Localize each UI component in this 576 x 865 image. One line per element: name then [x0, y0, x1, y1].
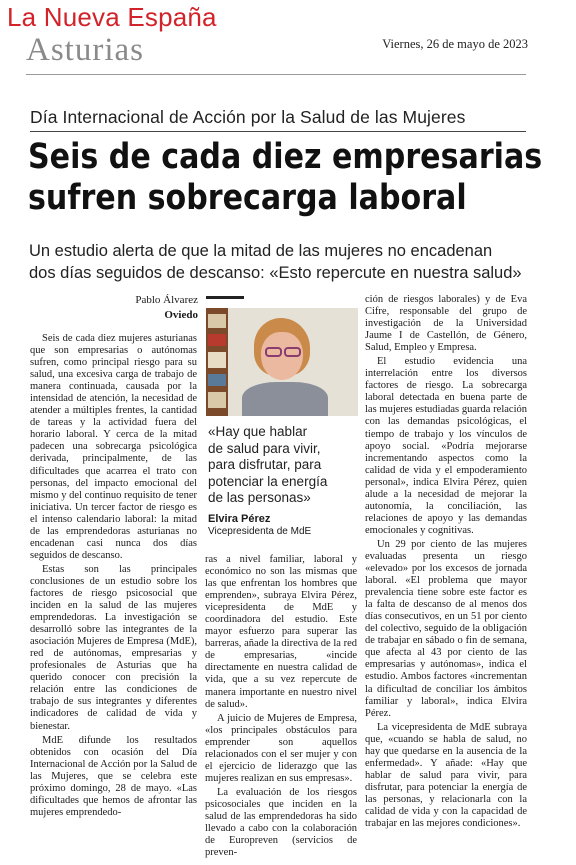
article-column-3	[365, 294, 527, 832]
section-divider	[30, 131, 526, 132]
edition-name: Asturias	[26, 32, 144, 68]
paragraph: ras a nivel familiar, laboral y económico no son las mismas que las que enfrentan los hombres que emprenden», subraya Elvira Pérez, vicepresidenta de MdE y coordinadora del estudio. Este mayor esfuerzo para superar las barreras, añade la directiva de la red de empresarias, «incide directamente en nuestra calidad de vida, que a su vez repercute de manera importante en nuestro nivel de salud».	[205, 554, 357, 710]
byline-author: Pablo Álvarez	[135, 294, 198, 306]
paragraph: ción de riesgos laborales) y de Eva Cifre, responsable del grupo de investigación de la Universidad Jaume I de Castellón, de Género, Salud, Empleo y Empresa.	[365, 294, 527, 354]
byline-location: Oviedo	[164, 309, 198, 321]
glasses-icon	[263, 347, 303, 357]
paragraph: La evaluación de los riesgos psicosociales que inciden en la salud de las emprendedoras ha sido llevado a cabo con la colaboración de Europreven (servicios de preven-	[205, 786, 357, 859]
pull-quote-line: potenciar la energía	[208, 473, 328, 489]
paragraph: El estudio evidencia una interrelación entre los diversos factores de riesgo. La sobrecarga laboral detectada en buena parte de las mujeres estudiadas guarda relación con las demandas psicológicas, el tiempo de trabajo y los vínculos de apoyo social. «Podría mejorarse incrementando aspectos como la calidad de vida y el empoderamiento personal», indica Elvira Pérez, quien alude a la necesidad de mejorar la autonomía, la conciliación, las relaciones de apoyo y las demandas emocionales y cognitivas.	[365, 356, 527, 536]
subheadline	[29, 240, 539, 284]
paragraph: La vicepresidenta de MdE subraya que, «cuando se habla de salud, no hay que quedarse en la ausencia de la enfermedad». Y añade: «Hay que hablar de salud para vivir, para disfrutar, para potenciar la energía de las personas, y relacionarla con la calidad de vida y con la capacidad de trabajar en las mejores condiciones».	[365, 721, 527, 830]
pull-quote-line: para disfrutar, para	[208, 457, 322, 472]
subheadline-line: dos días seguidos de descanso: «Esto repercute en nuestra salud»	[29, 264, 522, 282]
quote-attribution-name: Elvira Pérez	[208, 513, 271, 525]
section-label: Día Internacional de Acción por la Salud de las Mujeres	[30, 107, 466, 127]
pull-quote	[208, 424, 358, 507]
paragraph: Un 29 por ciento de las mujeres evaluadas presenta un riesgo «elevado» por los excesos de jornada laboral. «El problema que mayor prevalencia tiene sobre este factor es la falta de descanso de al menos dos días consecutivos, en un 51 por ciento del colectivo, seguido de la obligación de trabajar en sábado o fin de semana, que afecta al 43 por ciento de las empresarias y autónomas», indica el estudio. Ambos factores «incrementan la dificultad de conciliar los ámbitos familiar y laboral», indica Elvira Pérez.	[365, 538, 527, 719]
article-column-2	[205, 554, 357, 861]
subheadline-line: Un estudio alerta de que la mitad de las mujeres no encadenan	[29, 242, 493, 260]
person-shirt	[242, 382, 328, 416]
publication-date: Viernes, 26 de mayo de 2023	[382, 37, 528, 51]
newspaper-logo: La Nueva España	[7, 2, 217, 32]
paragraph: A juicio de Mujeres de Empresa, «los principales obstáculos para emprender son aquellos relacionados con el ser mujer y con el ejercicio de liderazgo que las mujeres realizan en sus empresas».	[205, 712, 357, 784]
portrait-photo	[206, 308, 358, 416]
headline	[28, 137, 543, 219]
headline-line: sufren sobrecarga laboral	[28, 178, 467, 218]
masthead-divider	[26, 74, 526, 75]
pull-quote-line: «Hay que hablar	[208, 424, 308, 439]
masthead	[0, 0, 576, 78]
paragraph: Estas son las principales conclusiones de un estudio sobre los factores de riesgo psicosocial que inciden en la salud de las mujeres emprendedoras. La investigación se desarrolló sobre las integrantes de la asociación Mujeres de Empresa (MdE), red de autónomas, empresarias y profesionales de Asturias que ha querido conocer con precisión la relación entre las condiciones de trabajo de sus integrantes y diferentes indicadores de calidad de vida y bienestar.	[30, 563, 197, 732]
pull-quote-line: de las personas»	[208, 490, 311, 505]
article-column-1	[30, 333, 197, 821]
quote-attribution-role: Vicepresidenta de MdE	[208, 526, 312, 537]
pull-quote-line: de salud para vivir,	[208, 440, 321, 456]
headline-line: Seis de cada diez empresarias	[28, 137, 543, 177]
paragraph: Seis de cada diez mujeres asturianas que son empresarias o autónomas sufren, como principal riesgo para su salud, una excesiva carga de trabajo de manera continuada, causada por la intensidad de atención, la necesidad de atender a múltiples frentes, la cantidad de tareas y la actividad fuera del horario laboral. Y cerca de la mitad padecen una sobrecarga psicológica derivada, principalmente, de las dificultades que acarrea el trato con personas, del impacto emocional del mismo y del continuo requisito de tener iniciativa. Un tercer factor de riesgo es el intenso calendario laboral: la mitad de las emprendedoras asturianas no encadenan casi nunca dos días seguidos de descanso.	[30, 333, 197, 561]
bookshelf	[206, 308, 228, 416]
paragraph: MdE difunde los resultados obtenidos con ocasión del Día Internacional de Acción por la Salud de las Mujeres, que se celebra este próximo domingo, 28 de mayo. «Las dificultades que hemos de afrontar las mujeres emprendedo-	[30, 734, 197, 818]
photo-accent-bar	[206, 296, 244, 299]
